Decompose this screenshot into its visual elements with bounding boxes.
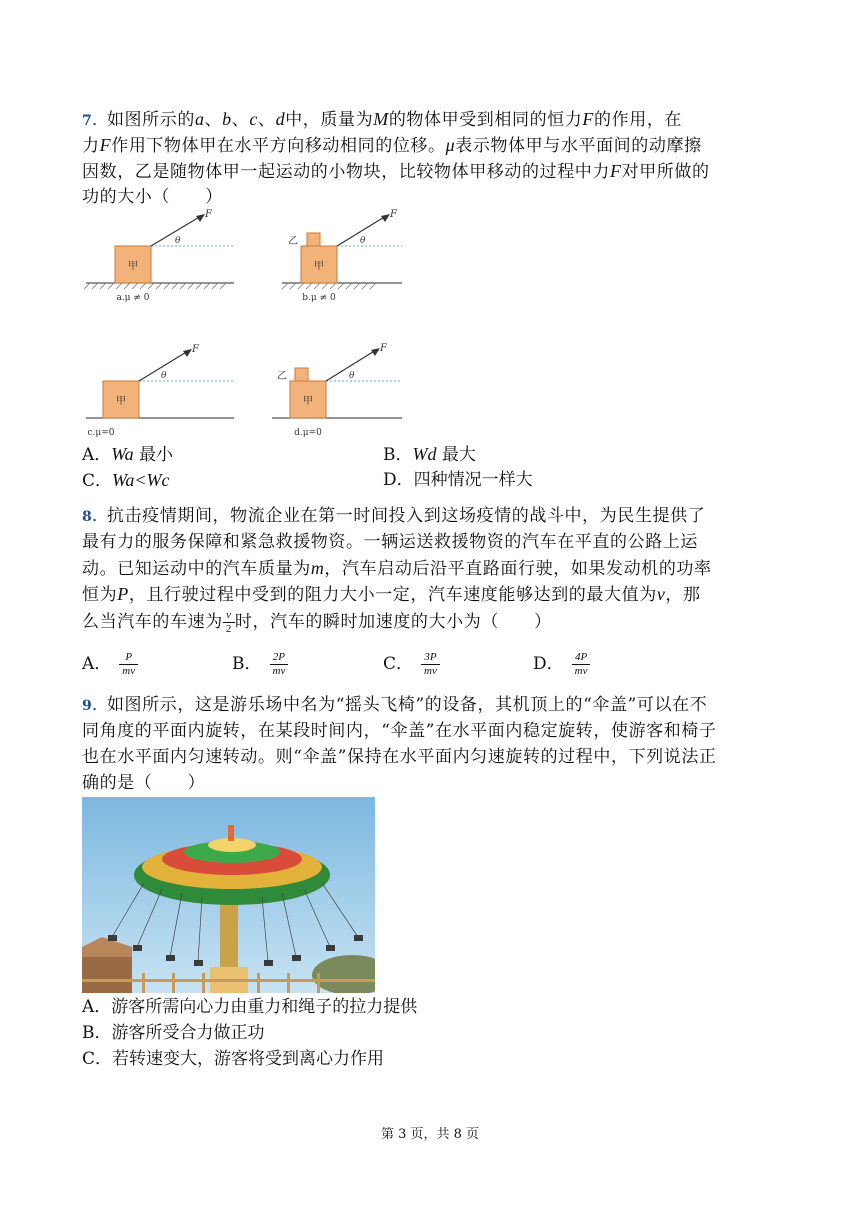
q7-figure-c (84, 341, 244, 441)
q8-option-b: B． $\frac{2P}{mv}$ (232, 651, 288, 678)
swing-ride-photo (82, 797, 375, 993)
q9-option-b: B．游客所受合力做正功 (82, 1023, 265, 1043)
q7-line-2: 力F作用下物体甲在水平方向移动相同的位移。μ表示物体甲与水平面间的动摩擦 (82, 135, 702, 156)
small-block-label: 乙 (277, 371, 287, 382)
q8-line-4: 恒为P，且行驶过程中受到的阻力大小一定，汽车速度能够达到的最大值为v，那 (82, 584, 701, 605)
force-label: F (380, 343, 387, 354)
force-label: F (205, 209, 212, 220)
angle-label: θ (175, 236, 181, 246)
angle-label: θ (161, 371, 167, 381)
q7-option-b: B．Wd 最大 (383, 444, 476, 465)
q8-line-3: 动。已知运动中的汽车质量为m，汽车启动后沿平直路面行驶，如果发动机的功率 (82, 558, 712, 579)
speed-fraction: $\frac{v}{2}$ (223, 609, 235, 636)
figure-caption: a.μ ≠ 0 (116, 293, 150, 303)
q8-option-c: C． $\frac{3P}{mv}$ (383, 651, 440, 678)
q9-option-c: C．若转速变大，游客将受到离心力作用 (82, 1049, 385, 1069)
q7-option-a: A．Wa 最小 (82, 444, 174, 465)
q7-figure-b (252, 206, 412, 306)
q7-line-4: 功的大小（ ） (82, 187, 223, 207)
q9-line-2: 同角度的平面内旋转，在某段时间内，“伞盖”在水平面内稳定旋转，使游客和椅子 (82, 721, 717, 741)
small-block-label: 乙 (288, 236, 298, 247)
q9-number: 9． (82, 698, 107, 714)
figure-caption: c.μ=0 (87, 428, 115, 438)
block-label: 甲 (303, 396, 313, 407)
q7-line-3: 因数，乙是随物体甲一起运动的小物块，比较物体甲移动的过程中力F对甲所做的 (82, 161, 710, 182)
angle-label: θ (360, 236, 366, 246)
force-label: F (390, 209, 397, 220)
block-label: 甲 (128, 261, 138, 272)
block-label: 甲 (314, 261, 324, 272)
q9-line-1: 9．如图所示，这是游乐场中名为“摇头飞椅”的设备，其机顶上的“伞盖”可以在不 (82, 695, 708, 715)
page-footer: 第 3 页，共 8 页 (380, 1127, 480, 1142)
q7-number: 7． (82, 113, 107, 129)
angle-label: θ (349, 371, 355, 381)
q7-option-c: C．Wa<Wc (82, 470, 170, 491)
q8-line-1: 8．抗击疫情期间，物流企业在第一时间投入到这场疫情的战斗中，为民生提供了 (82, 506, 706, 526)
q8-option-d: D． $\frac{4P}{mv}$ (533, 651, 590, 678)
q7-option-d: D．四种情况一样大 (383, 470, 533, 490)
figure-caption: b.μ ≠ 0 (302, 293, 336, 303)
q9-line-4: 确的是（ ） (82, 773, 206, 793)
figure-caption: d.μ=0 (294, 428, 322, 438)
q8-line-2: 最有力的服务保障和紧急救援物资。一辆运送救援物资的汽车在平直的公路上运 (82, 532, 698, 552)
q8-number: 8． (82, 509, 107, 525)
q8-line-5: 么当汽车的车速为 $\frac{v}{2}$ 时，汽车的瞬时加速度的大小为（ ） (82, 609, 552, 635)
q8-option-a: A． $\frac{P}{mv}$ (82, 651, 138, 678)
q9-line-3: 也在水平面内匀速转动。则“伞盖”保持在水平面内匀速旋转的过程中，下列说法正 (82, 747, 717, 767)
block-yi (307, 233, 320, 246)
q7-figure-d (252, 341, 412, 441)
q7-figure-a (84, 206, 244, 306)
block-yi (295, 368, 308, 381)
q7-line-1: 7．如图所示的a、b、c、d中，质量为M的物体甲受到相同的恒力F的作用，在 (82, 109, 683, 130)
force-label: F (192, 344, 199, 355)
q9-option-a: A．游客所需向心力由重力和绳子的拉力提供 (82, 997, 418, 1017)
block-label: 甲 (116, 396, 126, 407)
